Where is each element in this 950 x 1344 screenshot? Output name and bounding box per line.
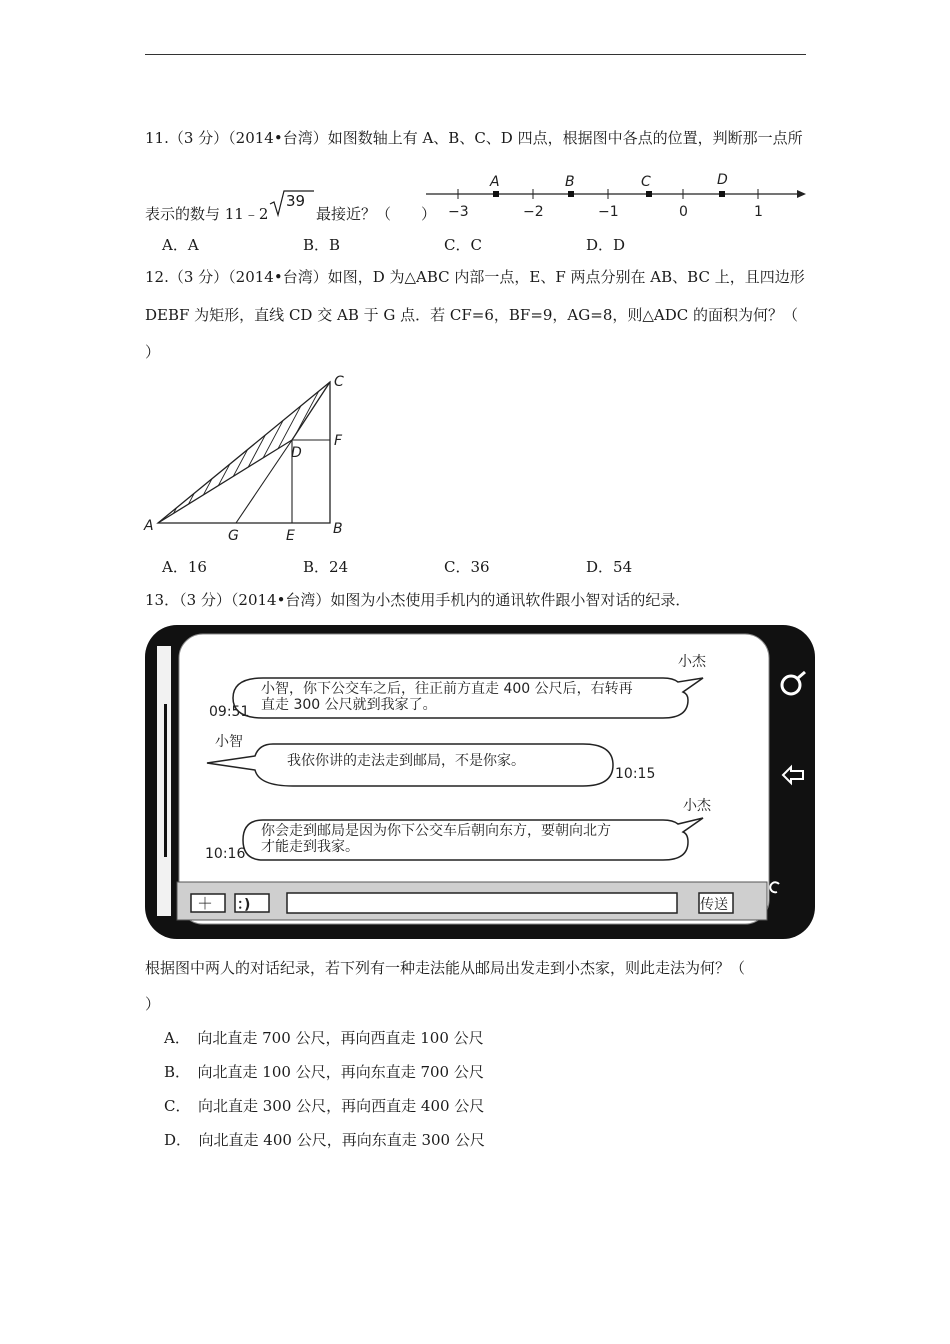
point-a (493, 191, 499, 197)
tick-label-neg2: −2 (523, 204, 544, 220)
point-d (719, 191, 725, 197)
label-f: F (334, 433, 343, 449)
q13-option-d: D． 向北直走 400 公尺，再向东直走 300 公尺 (164, 1131, 485, 1149)
q11-option-d: D．D (586, 236, 626, 254)
q13-option-b: B． 向北直走 100 公尺，再向东直走 700 公尺 (164, 1063, 484, 1081)
q12-stem-line1: 12.（3 分）（2014•台湾）如图，D 为△ABC 内部一点，E、F 两点分别在 AB、BC 上，且四边形 (145, 268, 805, 286)
msg3-text-line2: 才能走到我家。 (261, 839, 359, 855)
msg2-time: 10:15 (615, 766, 656, 782)
tick-label-neg1: −1 (598, 204, 619, 220)
point-c (646, 191, 652, 197)
msg2-text-line1: 我依你讲的走法走到邮局，不是你家。 (287, 753, 525, 769)
q11-number-line (420, 168, 820, 228)
q11-option-b: B．B (303, 236, 341, 254)
tick-label-neg3: −3 (448, 204, 469, 220)
q11-stem-suffix: 最接近？（ ） (315, 205, 436, 223)
q11-stem-line1: 11.（3 分）（2014•台湾）如图数轴上有 A、B、C、D 四点，根据图中各点的位置，判断那一点所 (145, 129, 803, 147)
q11-sqrt-radicand: 39 (286, 192, 306, 210)
point-c-label: C (641, 174, 651, 190)
msg1-name: 小杰 (678, 654, 706, 670)
q13-option-a: A． 向北直走 700 公尺，再向西直走 100 公尺 (164, 1029, 484, 1047)
point-b-label: B (565, 174, 575, 190)
q12-option-d: D．54 (586, 558, 633, 576)
label-g: G (228, 528, 239, 544)
q13-stem-line3: ） (145, 995, 161, 1013)
svg-text:：): ：) (237, 897, 251, 913)
svg-text:传送: 传送 (700, 897, 728, 913)
svg-text:＋: ＋ (197, 894, 214, 913)
point-d-label: D (717, 172, 728, 188)
q12-stem-line2: DEBF 为矩形，直线 CD 交 AB 于 G 点．若 CF=6，BF=9，AG=8，则△ADC 的面积为何？（ (145, 306, 799, 324)
q12-option-a: A．16 (162, 558, 207, 576)
label-a: A (144, 518, 154, 534)
q12-stem-line3: ） (145, 343, 161, 361)
q11-stem-prefix: 表示的数与 11﹣2 (145, 205, 269, 223)
q12-option-b: B．24 (303, 558, 349, 576)
msg1-time: 09:51 (209, 704, 250, 720)
msg1-text-line1: 小智，你下公交车之后，往正前方直走 400 公尺后，右转再 (261, 681, 633, 697)
q13-option-c: C． 向北直走 300 公尺，再向西直走 400 公尺 (164, 1097, 485, 1115)
msg3-time: 10:16 (205, 846, 246, 862)
q11-option-c: C．C (444, 236, 482, 254)
tick-label-1: 1 (754, 204, 763, 220)
msg3-text-line1: 你会走到邮局是因为你下公交车后朝向东方，要朝向北方 (261, 823, 611, 839)
label-e: E (286, 528, 295, 544)
q12-option-c: C．36 (444, 558, 490, 576)
msg3-name: 小杰 (683, 798, 711, 814)
q11-sqrt-symbol (268, 188, 318, 218)
msg2-name: 小智 (215, 734, 243, 750)
tick-label-0: 0 (679, 204, 688, 220)
q13-phone-chat-figure (143, 622, 819, 942)
label-d: D (291, 445, 302, 461)
q12-triangle-figure (140, 370, 360, 550)
point-a-label: A (490, 174, 500, 190)
message-input (287, 893, 677, 913)
label-c: C (334, 374, 344, 390)
q13-stem-line1: 13．（3 分）（2014•台湾）如图为小杰使用手机内的通讯软件跟小智对话的纪录． (145, 591, 691, 609)
point-b (568, 191, 574, 197)
q11-option-a: A．A (162, 236, 199, 254)
msg1-text-line2: 直走 300 公尺就到我家了。 (261, 697, 437, 713)
label-b: B (333, 521, 343, 537)
header-rule (145, 54, 806, 55)
q13-stem-line2: 根据图中两人的对话纪录，若下列有一种走法能从邮局出发走到小杰家，则此走法为何？（ (145, 959, 746, 977)
